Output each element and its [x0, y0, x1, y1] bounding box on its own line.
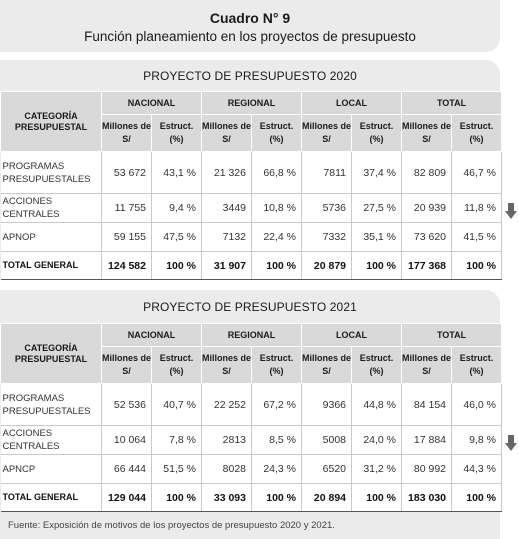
cell-share: 41,5 % — [452, 223, 502, 252]
group-header-total: TOTAL — [402, 92, 502, 115]
cell-value: 31 907 — [202, 252, 252, 280]
cell-value: 80 992 — [402, 455, 452, 484]
share-header: Estruct. (%) — [352, 347, 402, 384]
cell-share: 24,0 % — [352, 426, 402, 455]
total-row — [1, 252, 502, 280]
table-row — [1, 455, 502, 484]
row-name: PROGRAMAS PRESUPUESTALES — [1, 152, 102, 194]
cell-value: 7132 — [202, 223, 252, 252]
category-header: CATEGORÍA PRESUPUESTAL — [1, 324, 102, 384]
value-header: Millones de S/ — [202, 347, 252, 384]
cell-value: 5736 — [302, 194, 352, 223]
cell-share: 24,3 % — [252, 455, 302, 484]
share-header: Estruct. (%) — [252, 347, 302, 384]
cell-value: 9366 — [302, 384, 352, 426]
cell-value: 20 879 — [302, 252, 352, 280]
cell-value: 10 064 — [102, 426, 152, 455]
value-header: Millones de S/ — [402, 115, 452, 152]
cell-share: 46,7 % — [452, 152, 502, 194]
cell-share: 43,1 % — [152, 152, 202, 194]
cell-value: 66 444 — [102, 455, 152, 484]
cell-share: 31,2 % — [352, 455, 402, 484]
value-header: Millones de S/ — [102, 347, 152, 384]
cell-value: 59 155 — [102, 223, 152, 252]
value-header: Millones de S/ — [402, 347, 452, 384]
share-header: Estruct. (%) — [352, 115, 402, 152]
down-arrow-icon — [505, 435, 517, 451]
cell-share: 100 % — [252, 484, 302, 512]
page-subtitle: Función planeamiento en los proyectos de presupuesto — [84, 29, 416, 44]
value-header: Millones de S/ — [302, 115, 352, 152]
cell-value: 2813 — [202, 426, 252, 455]
group-header-regional: REGIONAL — [202, 92, 302, 115]
share-header: Estruct. (%) — [452, 347, 502, 384]
cell-share: 11,8 % — [452, 194, 502, 223]
cell-share: 66,8 % — [252, 152, 302, 194]
cell-share: 100 % — [352, 252, 402, 280]
table-row — [1, 194, 502, 223]
cell-value: 7332 — [302, 223, 352, 252]
row-name: TOTAL GENERAL — [1, 484, 102, 512]
cell-value: 11 755 — [102, 194, 152, 223]
cell-value: 53 672 — [102, 152, 152, 194]
source-note: Fuente: Exposición de motivos de los proyectos de presupuesto 2020 y 2021. — [8, 520, 335, 531]
cell-share: 44,8 % — [352, 384, 402, 426]
row-name: PROGRAMAS PRESUPUESTALES — [1, 384, 102, 426]
cell-value: 3449 — [202, 194, 252, 223]
cell-share: 27,5 % — [352, 194, 402, 223]
cell-share: 47,5 % — [152, 223, 202, 252]
cell-value: 6520 — [302, 455, 352, 484]
table-row — [1, 426, 502, 455]
cell-share: 100 % — [152, 252, 202, 280]
group-header-nacional: NACIONAL — [102, 92, 202, 115]
cell-share: 100 % — [452, 484, 502, 512]
cell-share: 67,2 % — [252, 384, 302, 426]
total-row — [1, 484, 502, 512]
cell-value: 20 894 — [302, 484, 352, 512]
cell-share: 100 % — [152, 484, 202, 512]
value-header: Millones de S/ — [202, 115, 252, 152]
cell-share: 35,1 % — [352, 223, 402, 252]
cell-share: 100 % — [452, 252, 502, 280]
cell-share: 46,0 % — [452, 384, 502, 426]
cell-share: 100 % — [352, 484, 402, 512]
cell-share: 37,4 % — [352, 152, 402, 194]
share-header: Estruct. (%) — [152, 115, 202, 152]
cell-share: 40,7 % — [152, 384, 202, 426]
value-header: Millones de S/ — [302, 347, 352, 384]
share-header: Estruct. (%) — [252, 115, 302, 152]
page-title: Cuadro N° 9 — [209, 10, 291, 26]
cell-value: 33 093 — [202, 484, 252, 512]
cell-value: 8028 — [202, 455, 252, 484]
category-header: CATEGORÍA PRESUPUESTAL — [1, 92, 102, 152]
cell-value: 7811 — [302, 152, 352, 194]
cell-share: 9,8 % — [452, 426, 502, 455]
group-header-regional: REGIONAL — [202, 324, 302, 347]
cell-value: 17 884 — [402, 426, 452, 455]
group-header-local: LOCAL — [302, 92, 402, 115]
cell-share: 10,8 % — [252, 194, 302, 223]
share-header: Estruct. (%) — [452, 115, 502, 152]
cell-share: 44,3 % — [452, 455, 502, 484]
table-row — [1, 152, 502, 194]
cell-value: 177 368 — [402, 252, 452, 280]
budget-table-2020 — [0, 91, 502, 280]
header-box — [0, 0, 500, 52]
down-arrow-icon — [505, 203, 517, 219]
budget-table-2021 — [0, 323, 502, 512]
cell-value: 22 252 — [202, 384, 252, 426]
cell-value: 52 536 — [102, 384, 152, 426]
cell-value: 21 326 — [202, 152, 252, 194]
table-row — [1, 384, 502, 426]
cell-value: 5008 — [302, 426, 352, 455]
table-title-2020: PROYECTO DE PRESUPUESTO 2020 — [143, 69, 357, 83]
row-name: APNOP — [1, 223, 102, 252]
cell-value: 82 809 — [402, 152, 452, 194]
value-header: Millones de S/ — [102, 115, 152, 152]
table-title-2021: PROYECTO DE PRESUPUESTO 2021 — [143, 300, 357, 314]
cell-value: 73 620 — [402, 223, 452, 252]
row-name: ACCIONES CENTRALES — [1, 194, 102, 223]
share-header: Estruct. (%) — [152, 347, 202, 384]
row-name: TOTAL GENERAL — [1, 252, 102, 280]
group-header-total: TOTAL — [402, 324, 502, 347]
cell-share: 9,4 % — [152, 194, 202, 223]
row-name: ACCIONES CENTRALES — [1, 426, 102, 455]
table-row — [1, 223, 502, 252]
cell-value: 84 154 — [402, 384, 452, 426]
cell-share: 8,5 % — [252, 426, 302, 455]
cell-share: 100 % — [252, 252, 302, 280]
cell-value: 124 582 — [102, 252, 152, 280]
cell-value: 183 030 — [402, 484, 452, 512]
cell-share: 7,8 % — [152, 426, 202, 455]
cell-value: 129 044 — [102, 484, 152, 512]
cell-value: 20 939 — [402, 194, 452, 223]
row-name: APNCP — [1, 455, 102, 484]
group-header-nacional: NACIONAL — [102, 324, 202, 347]
cell-share: 22,4 % — [252, 223, 302, 252]
cell-share: 51,5 % — [152, 455, 202, 484]
group-header-local: LOCAL — [302, 324, 402, 347]
